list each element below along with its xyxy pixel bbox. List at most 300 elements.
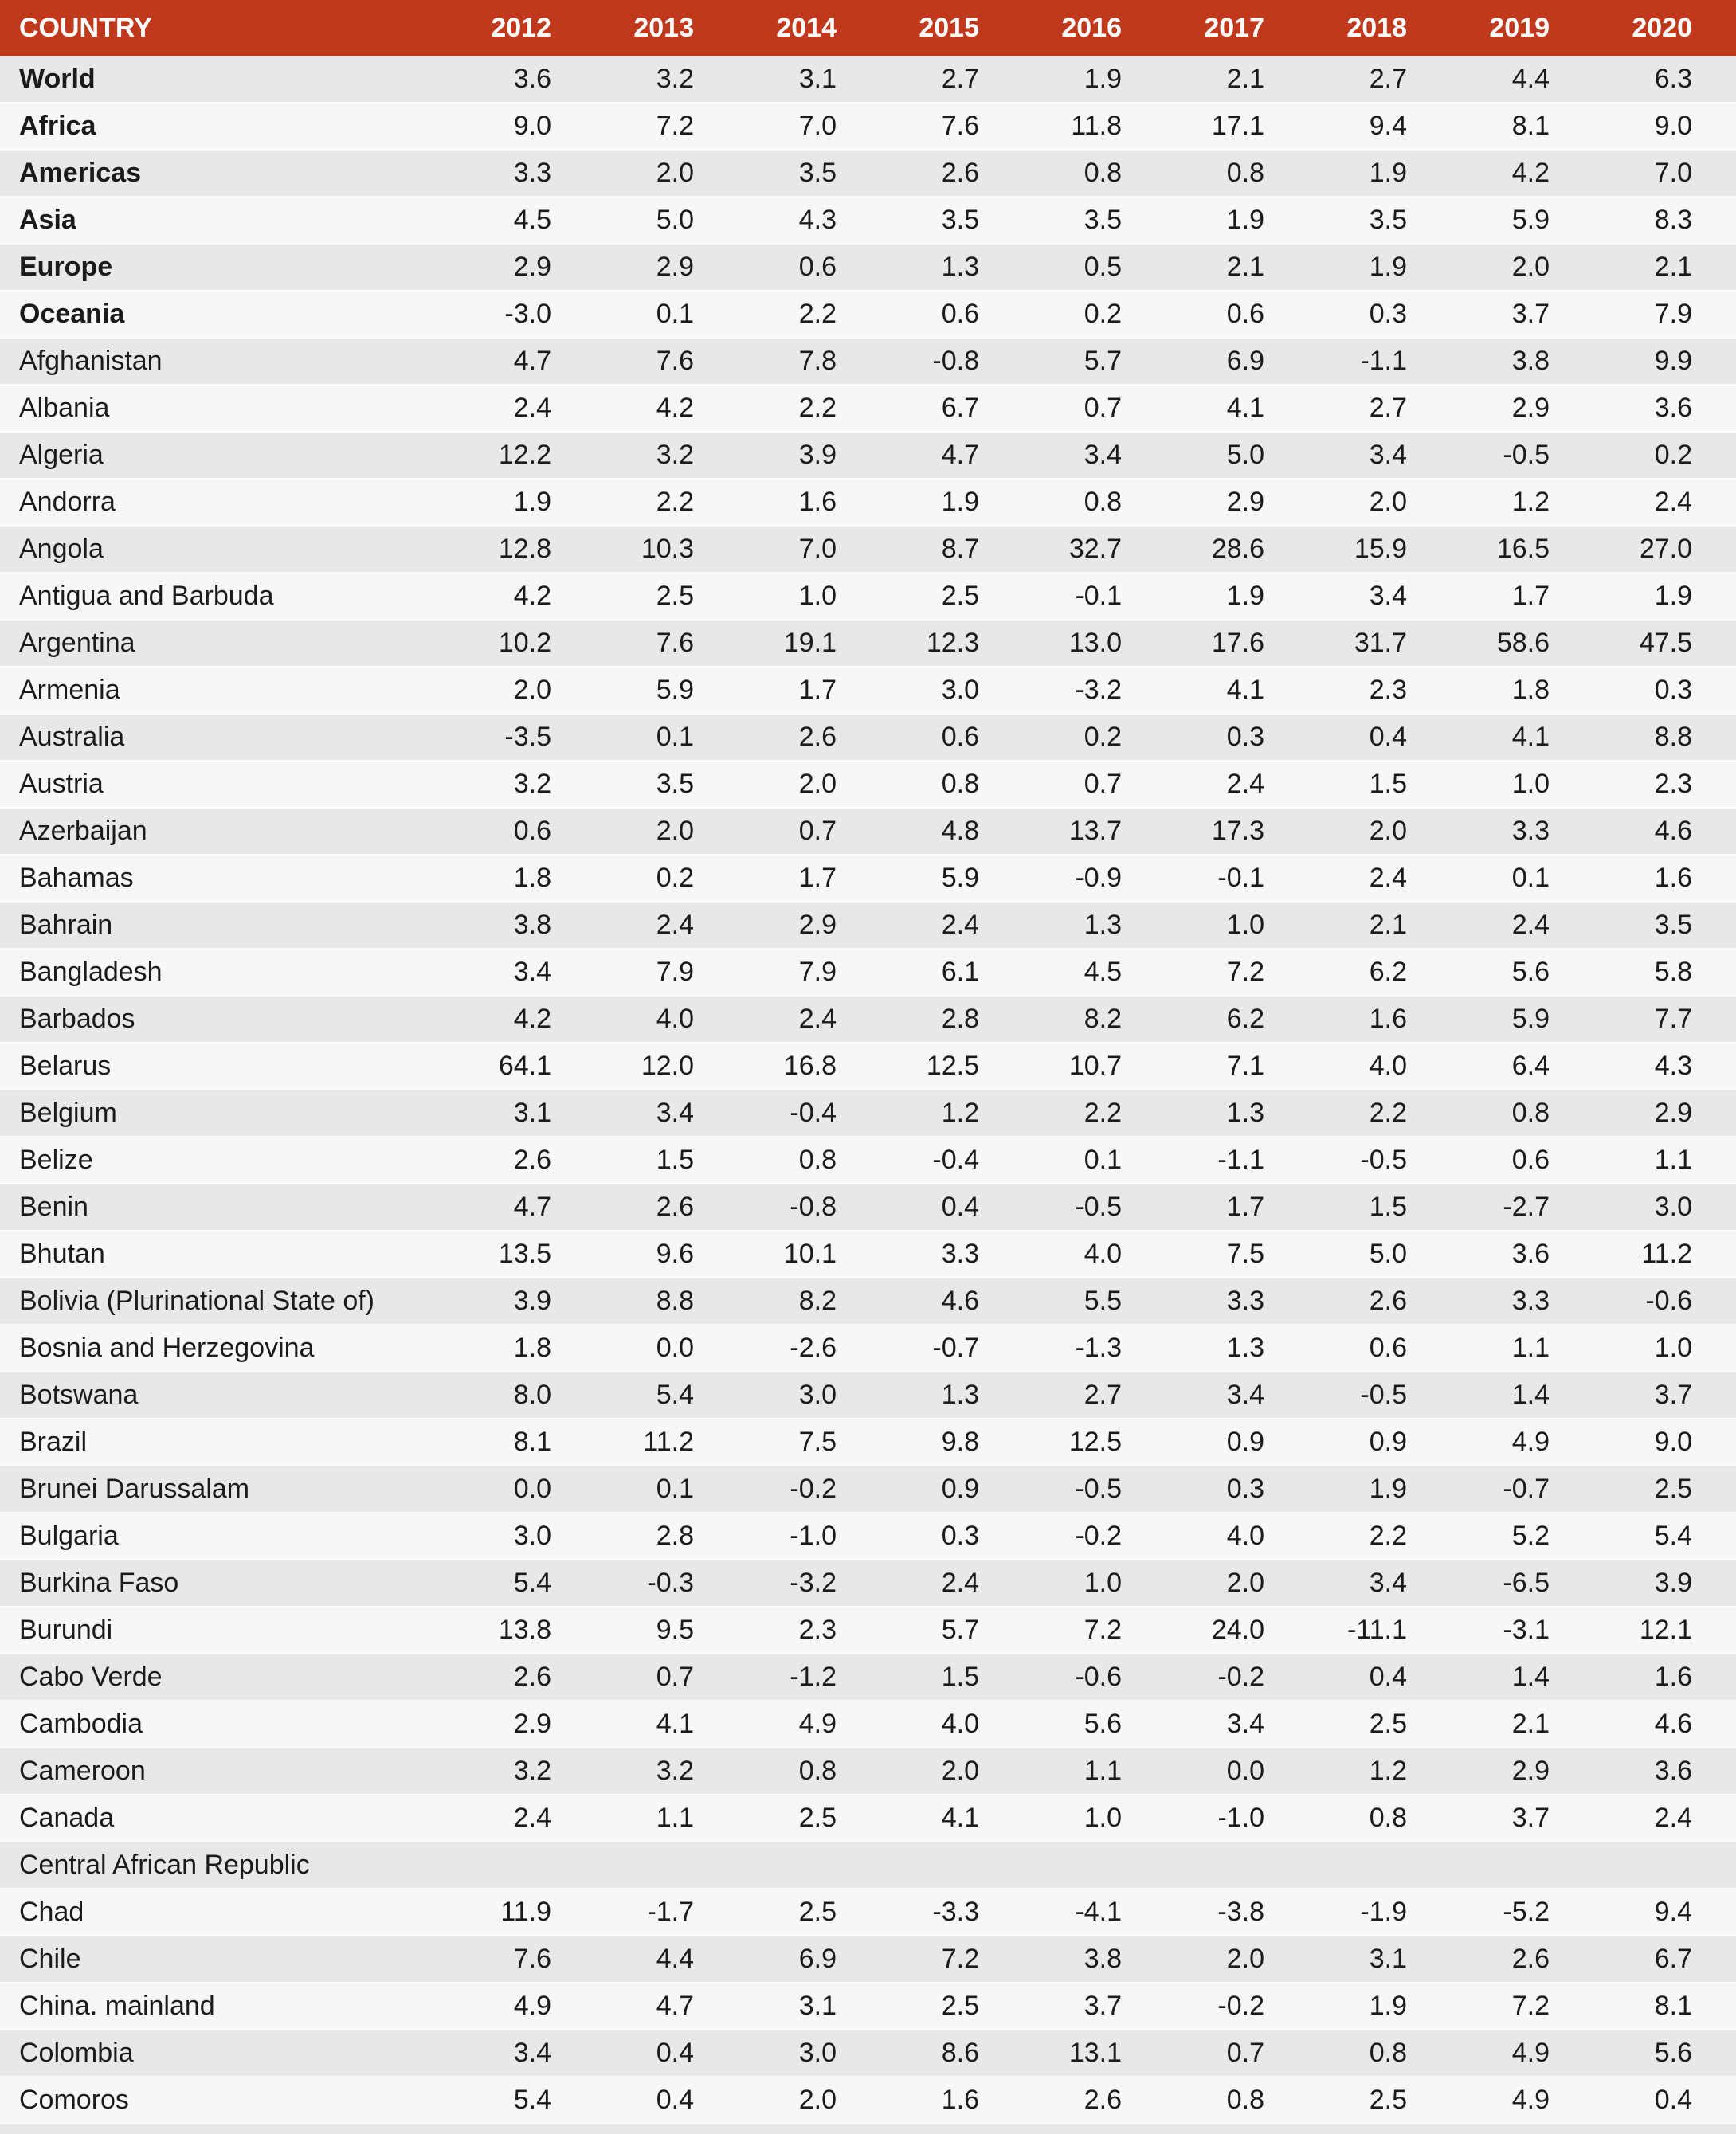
value-cell: 1.9 <box>1264 1983 1407 2030</box>
value-cell: 0.8 <box>979 150 1122 197</box>
column-header-year: 2020 <box>1550 0 1736 56</box>
value-cell: -3.2 <box>979 667 1122 714</box>
value-cell: 12.2 <box>409 432 551 479</box>
value-cell: 0.2 <box>979 714 1122 761</box>
value-cell: 2.1 <box>1407 1701 1550 1748</box>
value-cell: 9.5 <box>551 1607 694 1654</box>
value-cell: 2.4 <box>694 996 837 1043</box>
value-cell: 0.8 <box>979 479 1122 526</box>
value-cell: 0.6 <box>1122 291 1264 338</box>
value-cell: 2.4 <box>1264 855 1407 902</box>
value-cell: 6.9 <box>1122 338 1264 385</box>
country-cell: Cabo Verde <box>0 1654 409 1701</box>
value-cell: -0.7 <box>837 1325 979 1372</box>
value-cell: 1.2 <box>1264 1748 1407 1795</box>
value-cell: 4.9 <box>409 1983 551 2030</box>
value-cell: 5.9 <box>551 667 694 714</box>
value-cell: 0.1 <box>551 1466 694 1513</box>
value-cell: 3.6 <box>1407 1231 1550 1278</box>
value-cell: 9.4 <box>1264 103 1407 150</box>
value-cell: 2.4 <box>1122 761 1264 808</box>
value-cell: 1.9 <box>1122 197 1264 244</box>
value-cell: 1.3 <box>1122 1090 1264 1137</box>
value-cell: 0.6 <box>837 714 979 761</box>
table-row <box>0 197 1736 244</box>
value-cell: 2.8 <box>551 1513 694 1560</box>
value-cell: 4.0 <box>979 1231 1122 1278</box>
value-cell: 11.9 <box>409 1889 551 1936</box>
value-cell: -1.0 <box>694 1513 837 1560</box>
value-cell: 2.0 <box>694 761 837 808</box>
country-cell: World <box>0 56 409 103</box>
value-cell: 4.6 <box>837 1278 979 1325</box>
value-cell: 10.7 <box>979 1043 1122 1090</box>
value-cell: 6.7 <box>837 385 979 432</box>
value-cell: 1.9 <box>1550 573 1736 620</box>
table-row <box>0 855 1736 902</box>
value-cell: 2.9 <box>409 1701 551 1748</box>
value-cell: 2.0 <box>551 150 694 197</box>
value-cell: 6.1 <box>837 949 979 996</box>
country-cell: Oceania <box>0 291 409 338</box>
country-cell: Botswana <box>0 1372 409 1419</box>
value-cell: 2.7 <box>1264 385 1407 432</box>
value-cell: 3.2 <box>409 761 551 808</box>
table-row <box>0 1231 1736 1278</box>
table-body <box>0 56 1736 2134</box>
value-cell: 7.2 <box>837 1936 979 1983</box>
value-cell: 0.6 <box>837 291 979 338</box>
value-cell: 4.2 <box>551 385 694 432</box>
value-cell: 0.1 <box>1407 855 1550 902</box>
column-header-year: 2018 <box>1264 0 1407 56</box>
value-cell: -6.5 <box>1407 1560 1550 1607</box>
value-cell: 3.7 <box>1550 1372 1736 1419</box>
table-row <box>0 1466 1736 1513</box>
value-cell: 3.4 <box>1264 432 1407 479</box>
value-cell: 2.7 <box>979 1372 1122 1419</box>
country-cell: Africa <box>0 103 409 150</box>
value-cell <box>1122 1842 1264 1889</box>
table-row <box>0 1184 1736 1231</box>
table-row <box>0 714 1736 761</box>
value-cell: 1.0 <box>1122 902 1264 949</box>
value-cell: 9.9 <box>1550 338 1736 385</box>
value-cell: 2.2 <box>1264 1513 1407 1560</box>
table-row <box>0 1090 1736 1137</box>
value-cell: 5.9 <box>837 855 979 902</box>
value-cell: 9.0 <box>409 103 551 150</box>
country-cell: Angola <box>0 526 409 573</box>
value-cell: 3.6 <box>1550 385 1736 432</box>
value-cell: 27.0 <box>1550 526 1736 573</box>
value-cell: 3.0 <box>694 2030 837 2077</box>
column-header-country: COUNTRY <box>0 0 409 56</box>
value-cell: 12.8 <box>409 526 551 573</box>
value-cell: 0.3 <box>837 1513 979 1560</box>
value-cell: 3.8 <box>1407 338 1550 385</box>
table-row <box>0 1560 1736 1607</box>
value-cell: 0.0 <box>409 1466 551 1513</box>
header-row <box>0 0 1736 56</box>
value-cell: 4.0 <box>1122 1513 1264 1560</box>
value-cell: 8.8 <box>551 1278 694 1325</box>
table-row <box>0 620 1736 667</box>
value-cell: 2.9 <box>1407 1748 1550 1795</box>
value-cell: 3.2 <box>551 1748 694 1795</box>
table-row <box>0 1372 1736 1419</box>
value-cell: 3.2 <box>551 432 694 479</box>
value-cell: -0.5 <box>1407 432 1550 479</box>
value-cell: -3.0 <box>409 291 551 338</box>
country-cell: Belgium <box>0 1090 409 1137</box>
value-cell: 2.5 <box>551 573 694 620</box>
table-row <box>0 808 1736 855</box>
value-cell: 1.5 <box>837 1654 979 1701</box>
value-cell: 0.7 <box>979 761 1122 808</box>
value-cell: 2.9 <box>1122 479 1264 526</box>
value-cell: 2.4 <box>1407 902 1550 949</box>
value-cell: 7.8 <box>694 338 837 385</box>
value-cell: 2.5 <box>694 1795 837 1842</box>
value-cell: 12.0 <box>551 1043 694 1090</box>
country-cell: Comoros <box>0 2077 409 2124</box>
value-cell: 9.6 <box>551 1231 694 1278</box>
value-cell: 2.2 <box>694 291 837 338</box>
value-cell: 0.1 <box>551 291 694 338</box>
value-cell: 2.9 <box>551 244 694 291</box>
value-cell: 1.6 <box>837 2077 979 2124</box>
value-cell: -2.6 <box>694 1325 837 1372</box>
value-cell: 2.2 <box>551 479 694 526</box>
value-cell: 5.6 <box>979 1701 1122 1748</box>
value-cell <box>1407 1842 1550 1889</box>
value-cell: 8.8 <box>1550 714 1736 761</box>
value-cell: 2.9 <box>694 902 837 949</box>
value-cell: 2.1 <box>1122 56 1264 103</box>
value-cell: 1.1 <box>979 1748 1122 1795</box>
value-cell: 0.7 <box>694 808 837 855</box>
table-row <box>0 1278 1736 1325</box>
value-cell: 9.0 <box>1550 1419 1736 1466</box>
value-cell: 4.5 <box>979 949 1122 996</box>
value-cell: 4.2 <box>1407 150 1550 197</box>
value-cell: 2.6 <box>409 1654 551 1701</box>
value-cell: 0.6 <box>409 808 551 855</box>
value-cell: -0.3 <box>551 1560 694 1607</box>
value-cell: 0.8 <box>694 1137 837 1184</box>
value-cell: 3.1 <box>409 1090 551 1137</box>
table-row <box>0 526 1736 573</box>
value-cell: 9.8 <box>837 1419 979 1466</box>
value-cell <box>551 1842 694 1889</box>
value-cell: 3.1 <box>694 56 837 103</box>
table-row <box>0 56 1736 103</box>
value-cell: 7.9 <box>551 949 694 996</box>
value-cell: 1.6 <box>1264 996 1407 1043</box>
value-cell: 3.3 <box>1407 1278 1550 1325</box>
value-cell: 16.5 <box>1407 526 1550 573</box>
value-cell: -0.1 <box>1122 855 1264 902</box>
value-cell <box>409 1842 551 1889</box>
value-cell: -4.1 <box>979 1889 1122 1936</box>
value-cell: -0.5 <box>1264 1372 1407 1419</box>
value-cell: -0.6 <box>979 1654 1122 1701</box>
value-cell: 0.2 <box>1550 432 1736 479</box>
table-row <box>0 1325 1736 1372</box>
value-cell: 0.6 <box>1264 1325 1407 1372</box>
country-cell: Bulgaria <box>0 1513 409 1560</box>
value-cell: 0.6 <box>1407 1137 1550 1184</box>
value-cell: 2.1 <box>1264 902 1407 949</box>
value-cell: 1.6 <box>1550 1654 1736 1701</box>
value-cell: 6.9 <box>694 1936 837 1983</box>
value-cell: 6.2 <box>1122 996 1264 1043</box>
column-header-year: 2015 <box>837 0 979 56</box>
value-cell: 4.9 <box>1407 1419 1550 1466</box>
value-cell: 3.9 <box>1550 1560 1736 1607</box>
country-cell: China. mainland <box>0 1983 409 2030</box>
table-row <box>0 1748 1736 1795</box>
column-header-year: 2016 <box>979 0 1122 56</box>
table-row <box>0 1842 1736 1889</box>
value-cell: -0.1 <box>979 573 1122 620</box>
value-cell: 1.1 <box>1550 1137 1736 1184</box>
table-row <box>0 338 1736 385</box>
value-cell: 2.6 <box>409 1137 551 1184</box>
value-cell: 1.9 <box>1264 150 1407 197</box>
value-cell: 1.7 <box>1407 573 1550 620</box>
value-cell: 0.1 <box>551 714 694 761</box>
value-cell: 7.0 <box>1550 150 1736 197</box>
value-cell <box>979 1842 1122 1889</box>
value-cell: 6.4 <box>1407 1043 1550 1090</box>
value-cell: 3.5 <box>1264 197 1407 244</box>
value-cell: -3.1 <box>1407 1607 1550 1654</box>
value-cell: 2.2 <box>694 385 837 432</box>
value-cell: 0.5 <box>979 244 1122 291</box>
value-cell: -1.3 <box>979 1325 1122 1372</box>
table-row <box>0 1137 1736 1184</box>
table-row <box>0 949 1736 996</box>
table-row <box>0 1607 1736 1654</box>
value-cell: -0.4 <box>837 1137 979 1184</box>
value-cell: 8.1 <box>409 1419 551 1466</box>
value-cell: 0.0 <box>1122 1748 1264 1795</box>
value-cell: 28.6 <box>1122 526 1264 573</box>
value-cell: -1.0 <box>1122 1795 1264 1842</box>
value-cell: 12.5 <box>837 1043 979 1090</box>
value-cell: 6.2 <box>1264 949 1407 996</box>
value-cell: 1.3 <box>837 244 979 291</box>
column-header-year: 2019 <box>1407 0 1550 56</box>
value-cell: 0.7 <box>551 1654 694 1701</box>
value-cell: 4.1 <box>837 1795 979 1842</box>
value-cell: 7.2 <box>1122 949 1264 996</box>
table-row <box>0 761 1736 808</box>
value-cell: 15.9 <box>1264 526 1407 573</box>
value-cell: -3.3 <box>837 1889 979 1936</box>
value-cell: 0.7 <box>979 385 1122 432</box>
value-cell: 4.1 <box>1407 714 1550 761</box>
country-cell: Burkina Faso <box>0 1560 409 1607</box>
column-header-year: 2012 <box>409 0 551 56</box>
value-cell: 5.9 <box>1407 197 1550 244</box>
country-cell: Argentina <box>0 620 409 667</box>
value-cell: 3.4 <box>979 432 1122 479</box>
value-cell: 10.3 <box>551 526 694 573</box>
partial-next-row <box>0 2124 1736 2134</box>
value-cell: 2.4 <box>837 902 979 949</box>
value-cell: -0.2 <box>979 1513 1122 1560</box>
value-cell: 4.1 <box>1122 385 1264 432</box>
value-cell: 19.1 <box>694 620 837 667</box>
value-cell: 3.5 <box>551 761 694 808</box>
table-row <box>0 385 1736 432</box>
value-cell: -1.1 <box>1264 338 1407 385</box>
value-cell: 4.9 <box>694 1701 837 1748</box>
value-cell: 2.6 <box>551 1184 694 1231</box>
value-cell: -0.2 <box>1122 1654 1264 1701</box>
value-cell: 0.4 <box>837 1184 979 1231</box>
value-cell: 7.9 <box>694 949 837 996</box>
table-row <box>0 1701 1736 1748</box>
value-cell: 5.5 <box>979 1278 1122 1325</box>
value-cell: 8.1 <box>1407 103 1550 150</box>
value-cell: 5.4 <box>1550 1513 1736 1560</box>
value-cell: 0.8 <box>1122 150 1264 197</box>
value-cell: 1.0 <box>1407 761 1550 808</box>
value-cell: 9.0 <box>1550 103 1736 150</box>
value-cell: -0.5 <box>979 1184 1122 1231</box>
table-row <box>0 1513 1736 1560</box>
value-cell: 7.2 <box>979 1607 1122 1654</box>
value-cell: 3.3 <box>409 150 551 197</box>
value-cell: -0.2 <box>1122 1983 1264 2030</box>
value-cell <box>694 1842 837 1889</box>
value-cell: -0.9 <box>979 855 1122 902</box>
value-cell: 4.0 <box>1264 1043 1407 1090</box>
value-cell: -0.5 <box>1264 1137 1407 1184</box>
value-cell: 2.5 <box>694 1889 837 1936</box>
value-cell: -0.2 <box>694 1466 837 1513</box>
value-cell: 8.6 <box>837 2030 979 2077</box>
value-cell: -1.1 <box>1122 1137 1264 1184</box>
country-cell: Bhutan <box>0 1231 409 1278</box>
partial-next-row-cell <box>0 2124 1736 2134</box>
value-cell: 3.9 <box>694 432 837 479</box>
value-cell: 8.3 <box>1550 197 1736 244</box>
value-cell: 3.5 <box>837 197 979 244</box>
value-cell: 4.2 <box>409 573 551 620</box>
value-cell: 2.5 <box>837 1983 979 2030</box>
table-row <box>0 1983 1736 2030</box>
value-cell: 5.6 <box>1407 949 1550 996</box>
value-cell: 0.3 <box>1122 1466 1264 1513</box>
value-cell: 0.1 <box>979 1137 1122 1184</box>
value-cell: 1.3 <box>837 1372 979 1419</box>
value-cell: 2.4 <box>1550 1795 1736 1842</box>
value-cell: 8.2 <box>694 1278 837 1325</box>
value-cell: 5.7 <box>979 338 1122 385</box>
value-cell: 7.0 <box>694 103 837 150</box>
value-cell: 8.7 <box>837 526 979 573</box>
value-cell: 13.1 <box>979 2030 1122 2077</box>
value-cell: 2.6 <box>979 2077 1122 2124</box>
value-cell: 3.2 <box>409 1748 551 1795</box>
country-cell: Chile <box>0 1936 409 1983</box>
table-row <box>0 2030 1736 2077</box>
value-cell: 58.6 <box>1407 620 1550 667</box>
column-header-year: 2013 <box>551 0 694 56</box>
table-row <box>0 1419 1736 1466</box>
value-cell: 2.2 <box>979 1090 1122 1137</box>
value-cell: 2.1 <box>1122 244 1264 291</box>
value-cell: -3.5 <box>409 714 551 761</box>
country-cell: Australia <box>0 714 409 761</box>
value-cell: 0.7 <box>1122 2030 1264 2077</box>
value-cell: 3.3 <box>1122 1278 1264 1325</box>
table-row <box>0 479 1736 526</box>
value-cell: 4.4 <box>551 1936 694 1983</box>
value-cell: 7.6 <box>551 620 694 667</box>
value-cell: -3.2 <box>694 1560 837 1607</box>
value-cell: 24.0 <box>1122 1607 1264 1654</box>
value-cell: 1.7 <box>694 667 837 714</box>
value-cell: 3.4 <box>409 2030 551 2077</box>
value-cell: 2.7 <box>1264 56 1407 103</box>
value-cell: 0.8 <box>1264 1795 1407 1842</box>
table-row <box>0 1889 1736 1936</box>
value-cell: 0.4 <box>1264 714 1407 761</box>
table-row <box>0 667 1736 714</box>
value-cell: 2.4 <box>409 385 551 432</box>
value-cell: 2.0 <box>1122 1560 1264 1607</box>
value-cell: 10.1 <box>694 1231 837 1278</box>
value-cell: 16.8 <box>694 1043 837 1090</box>
value-cell: 0.3 <box>1550 667 1736 714</box>
table-row <box>0 1795 1736 1842</box>
value-cell: 2.3 <box>1264 667 1407 714</box>
value-cell: 2.4 <box>409 1795 551 1842</box>
value-cell: 12.3 <box>837 620 979 667</box>
value-cell: 1.9 <box>837 479 979 526</box>
value-cell: 5.0 <box>551 197 694 244</box>
value-cell: 5.0 <box>1122 432 1264 479</box>
table-row <box>0 996 1736 1043</box>
value-cell: 5.7 <box>837 1607 979 1654</box>
country-cell: Bahamas <box>0 855 409 902</box>
country-cell: Chad <box>0 1889 409 1936</box>
value-cell: 3.0 <box>837 667 979 714</box>
value-cell: -5.2 <box>1407 1889 1550 1936</box>
value-cell: 6.7 <box>1550 1936 1736 1983</box>
country-cell: Bahrain <box>0 902 409 949</box>
value-cell: 5.2 <box>1407 1513 1550 1560</box>
table-row <box>0 902 1736 949</box>
country-cell: Central African Republic <box>0 1842 409 1889</box>
table-row <box>0 291 1736 338</box>
country-cell: Cambodia <box>0 1701 409 1748</box>
value-cell: -0.8 <box>837 338 979 385</box>
value-cell: 3.4 <box>1122 1372 1264 1419</box>
table-row <box>0 150 1736 197</box>
value-cell: 3.4 <box>1122 1701 1264 1748</box>
value-cell: 3.6 <box>409 56 551 103</box>
value-cell: 2.0 <box>409 667 551 714</box>
value-cell <box>837 1842 979 1889</box>
value-cell: 1.8 <box>409 1325 551 1372</box>
